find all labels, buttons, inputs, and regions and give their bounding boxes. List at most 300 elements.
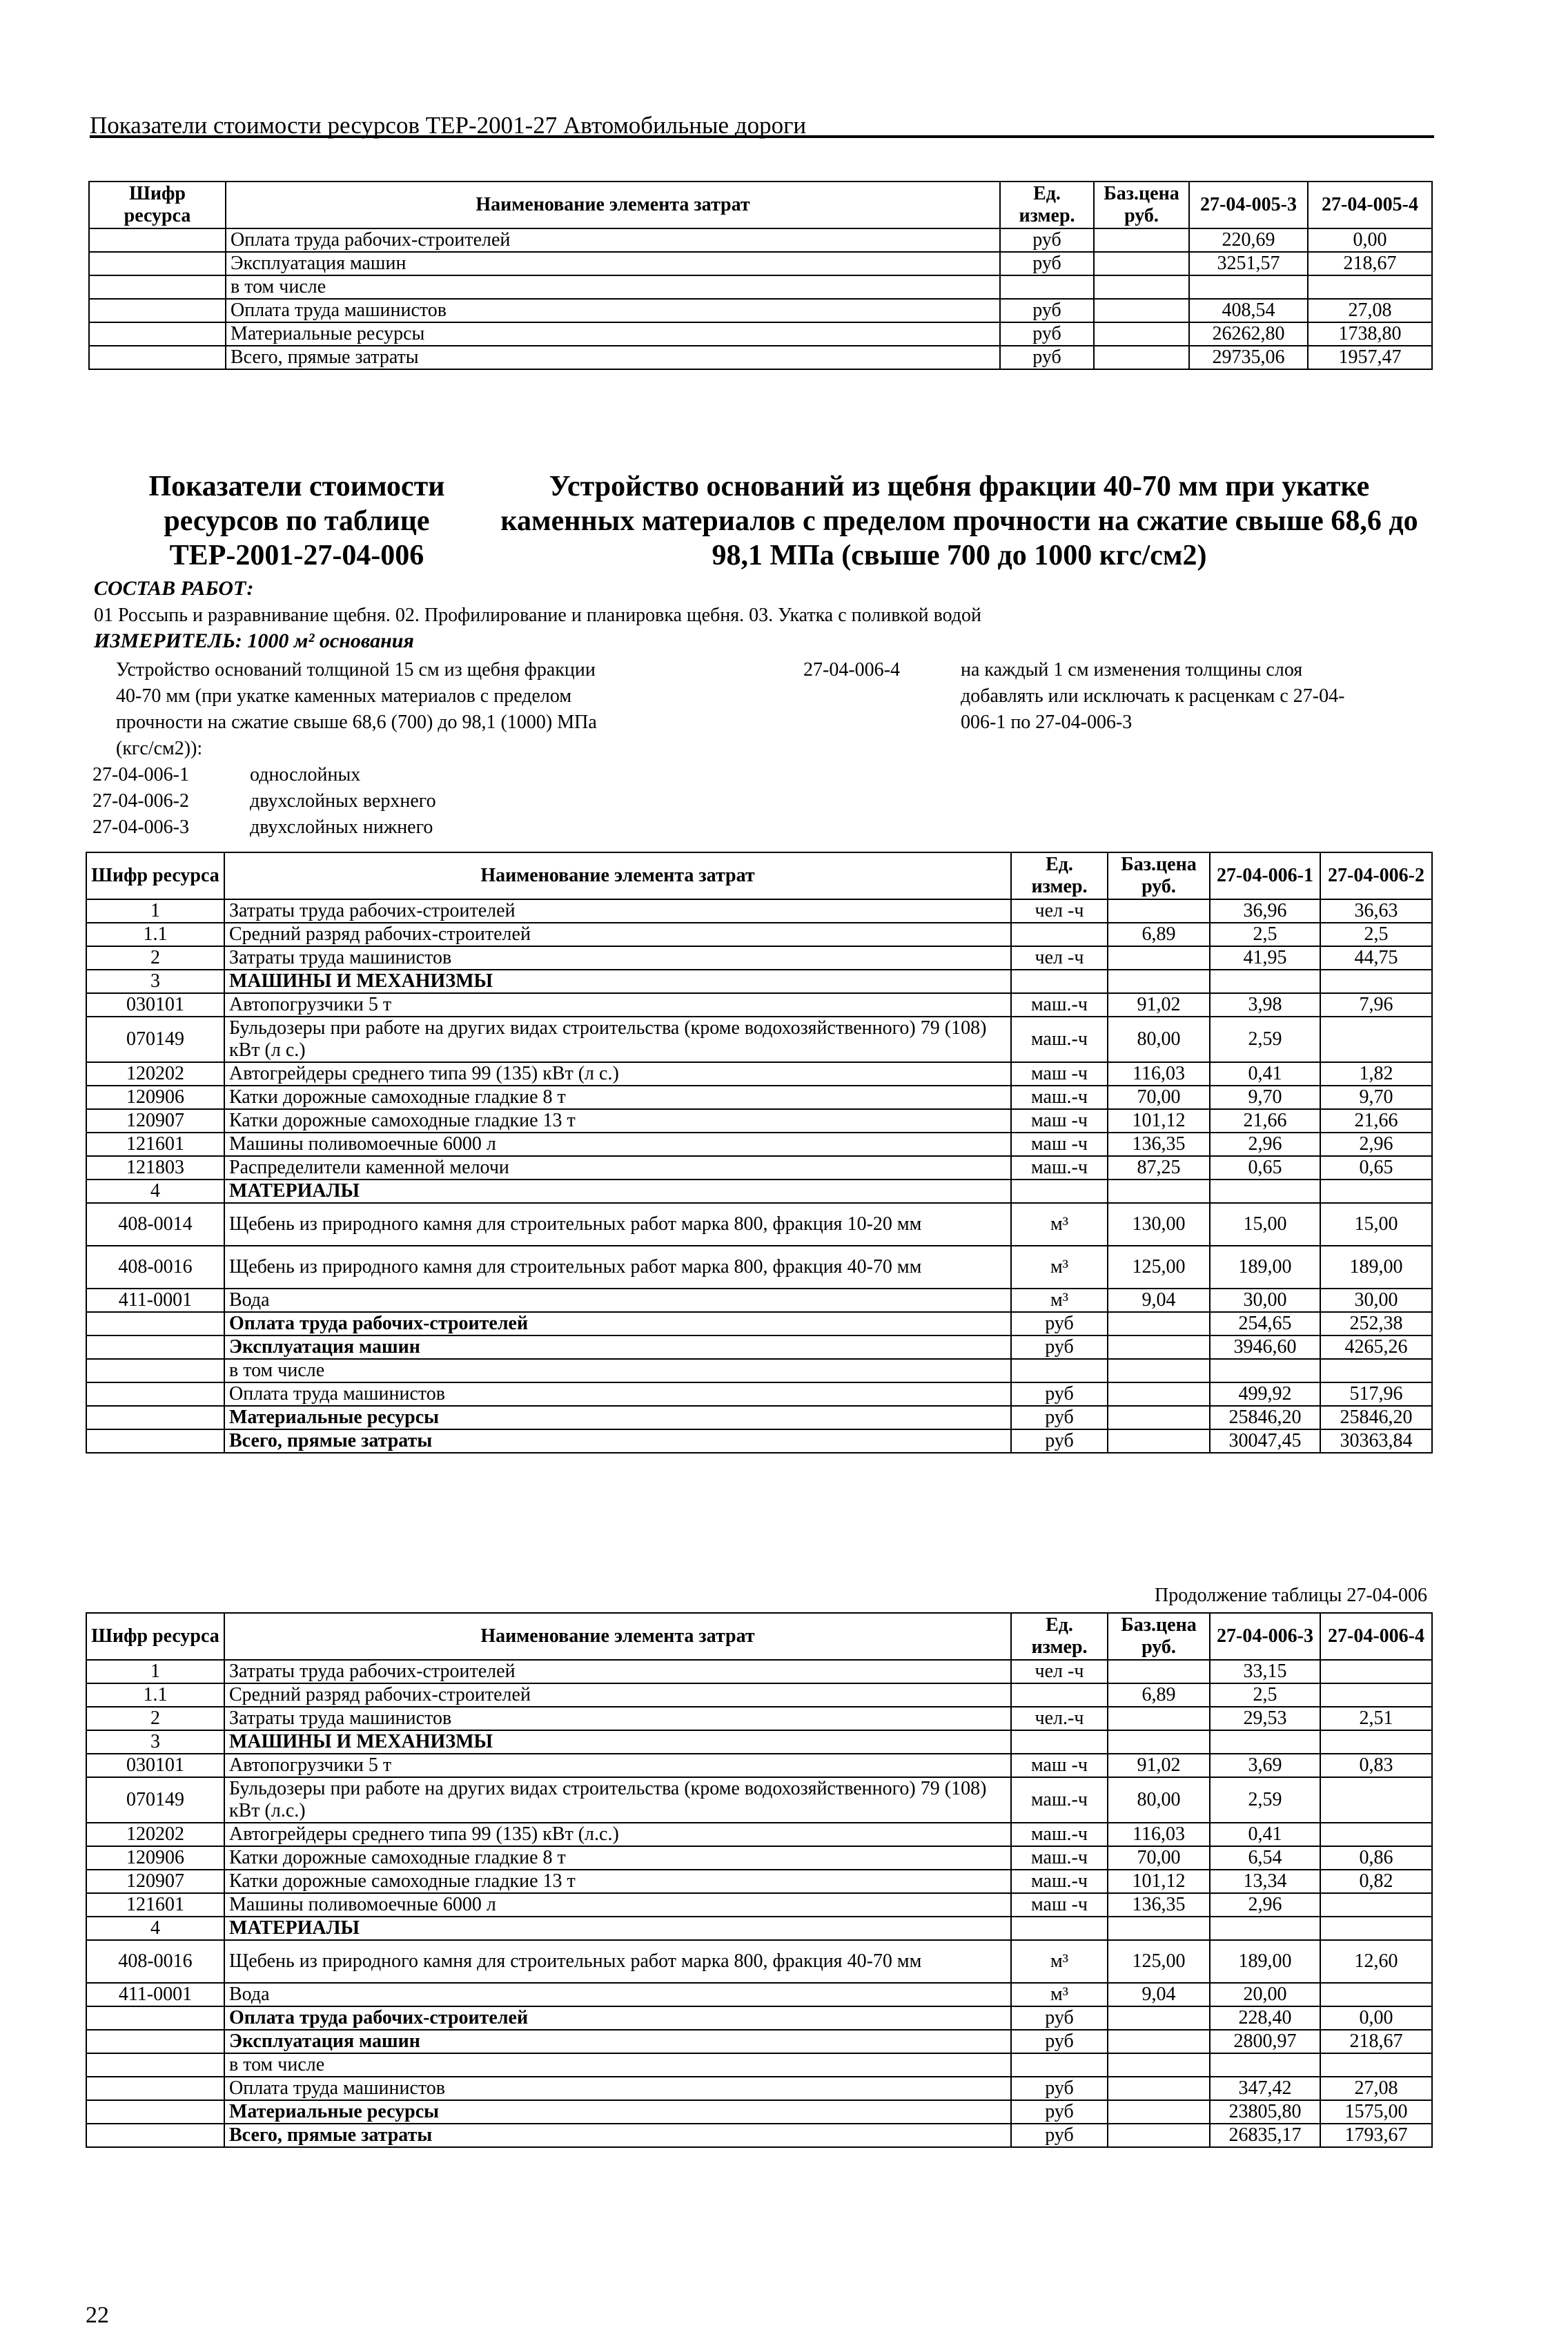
row-code [89, 322, 226, 346]
row-value-a: 15,00 [1210, 1203, 1320, 1246]
note-line: добавлять или исключать к расценкам с 27-04- [961, 685, 1345, 707]
description-line: (кгс/см2)): [116, 738, 203, 759]
header-col-a: 27-04-005-3 [1189, 182, 1308, 228]
table-row [86, 946, 1432, 970]
row-name: Всего, прямые затраты [226, 346, 1000, 369]
row-value-b: 0,83 [1320, 1754, 1432, 1777]
row-code [86, 2053, 224, 2077]
row-price: 80,00 [1108, 1017, 1210, 1062]
row-name: Материальные ресурсы [226, 322, 1000, 346]
row-unit: маш.-ч [1011, 1156, 1108, 1180]
row-price [1094, 275, 1189, 299]
section-left-title [110, 469, 483, 573]
row-value-b: 2,51 [1320, 1707, 1432, 1730]
row-unit: руб [1000, 346, 1094, 369]
row-price [1108, 946, 1210, 970]
row-value-b [1320, 1917, 1432, 1940]
row-value-b: 1575,00 [1320, 2100, 1432, 2124]
row-value-a: 2,5 [1210, 1683, 1320, 1707]
row-value-b [1320, 1660, 1432, 1683]
description-line: Устройство оснований толщиной 15 см из щебня фракции [116, 659, 596, 681]
table-row [86, 1133, 1432, 1156]
row-name: Вода [224, 1983, 1011, 2006]
row-value-a: 2,59 [1210, 1017, 1320, 1062]
row-unit: руб [1011, 2006, 1108, 2030]
row-value-b [1320, 1983, 1432, 2006]
row-unit: руб [1011, 1406, 1108, 1429]
row-name: Щебень из природного камня для строительных работ марка 800, фракция 40-70 мм [224, 1940, 1011, 1983]
row-value-b: 30,00 [1320, 1289, 1432, 1312]
row-name: Всего, прямые затраты [224, 1429, 1011, 1453]
row-unit: маш.-ч [1011, 1846, 1108, 1870]
row-price: 136,35 [1108, 1893, 1210, 1917]
row-price [1108, 1730, 1210, 1754]
header-col-b: 27-04-006-2 [1320, 852, 1432, 899]
row-name: Всего, прямые затраты [224, 2124, 1011, 2147]
row-unit: руб [1011, 1312, 1108, 1335]
row-code [86, 1359, 224, 1382]
row-code [86, 2124, 224, 2147]
row-price: 136,35 [1108, 1133, 1210, 1156]
row-value-a: 21,66 [1210, 1109, 1320, 1133]
table-row [86, 1730, 1432, 1754]
row-unit [1000, 275, 1094, 299]
row-name: Затраты труда машинистов [224, 946, 1011, 970]
row-value-a [1210, 1180, 1320, 1203]
table-row [89, 252, 1432, 275]
row-price [1108, 2053, 1210, 2077]
row-value-b: 4265,26 [1320, 1335, 1432, 1359]
work-composition-label: СОСТАВ РАБОТ: [94, 577, 254, 600]
row-code [86, 2006, 224, 2030]
continuation-label: Продолжение таблицы 27-04-006 [1154, 1585, 1427, 1606]
row-unit: руб [1000, 322, 1094, 346]
table-row [86, 2100, 1432, 2124]
row-value-a [1210, 1359, 1320, 1382]
left-title-line: ресурсов по таблице [164, 505, 430, 537]
row-code: 120907 [86, 1870, 224, 1893]
table-row [86, 899, 1432, 923]
row-code: 120202 [86, 1823, 224, 1846]
right-title-line: Устройство оснований из щебня фракции 40-70 мм при укатке [549, 471, 1370, 502]
row-value-b [1320, 2053, 1432, 2077]
row-price: 125,00 [1108, 1940, 1210, 1983]
row-value-b: 0,82 [1320, 1870, 1432, 1893]
header-price: Баз.цена руб. [1108, 852, 1210, 899]
header-price: Баз.цена руб. [1108, 1613, 1210, 1660]
row-value-a: 2,96 [1210, 1133, 1320, 1156]
row-name: Катки дорожные самоходные гладкие 13 т [224, 1870, 1011, 1893]
row-unit [1011, 1180, 1108, 1203]
row-price [1108, 1382, 1210, 1406]
table-row [86, 2077, 1432, 2100]
row-unit: маш -ч [1011, 1133, 1108, 1156]
item-code: 27-04-006-1 [92, 764, 189, 785]
section-right-title [493, 469, 1425, 573]
item-code: 27-04-006-3 [92, 816, 189, 838]
row-value-b [1320, 1180, 1432, 1203]
row-price [1094, 346, 1189, 369]
row-value-a [1189, 275, 1308, 299]
row-name: Оплата труда рабочих-строителей [224, 2006, 1011, 2030]
row-value-a: 23805,80 [1210, 2100, 1320, 2124]
row-name: Катки дорожные самоходные гладкие 8 т [224, 1846, 1011, 1870]
row-value-b: 1957,47 [1308, 346, 1432, 369]
row-code: 030101 [86, 993, 224, 1017]
row-value-a: 30,00 [1210, 1289, 1320, 1312]
row-unit: маш -ч [1011, 1893, 1108, 1917]
row-unit: маш.-ч [1011, 1086, 1108, 1109]
row-value-b: 1738,80 [1308, 322, 1432, 346]
row-code [86, 1312, 224, 1335]
cost-table-006-b [86, 1612, 1433, 2148]
header-code: Шифр ресурса [86, 852, 224, 899]
row-name: Оплата труда машинистов [226, 299, 1000, 322]
code-006-4: 27-04-006-4 [803, 659, 900, 681]
table-row [86, 1893, 1432, 1917]
row-price [1108, 2100, 1210, 2124]
item-line [92, 788, 436, 814]
row-code [89, 228, 226, 252]
row-name: в том числе [224, 2053, 1011, 2077]
row-name: Бульдозеры при работе на других видах строительства (кроме водохозяйственного) 79 (108) кВт (л с.) [224, 1017, 1011, 1062]
header-col-a: 27-04-006-1 [1210, 852, 1320, 899]
row-value-b: 27,08 [1320, 2077, 1432, 2100]
row-price [1094, 252, 1189, 275]
right-title-line: каменных материалов с пределом прочности на сжатие свыше 68,6 до [500, 505, 1418, 537]
row-code: 1.1 [86, 923, 224, 946]
row-value-b: 2,5 [1320, 923, 1432, 946]
row-value-b: 9,70 [1320, 1086, 1432, 1109]
header-name: Наименование элемента затрат [224, 852, 1011, 899]
row-unit: маш -ч [1011, 1109, 1108, 1133]
item-code: 27-04-006-2 [92, 790, 189, 812]
row-price: 6,89 [1108, 1683, 1210, 1707]
row-value-b [1320, 1359, 1432, 1382]
row-price: 101,12 [1108, 1870, 1210, 1893]
table-row [86, 993, 1432, 1017]
table-row [86, 2006, 1432, 2030]
header-name: Наименование элемента затрат [224, 1613, 1011, 1660]
row-code [86, 1382, 224, 1406]
row-value-b: 0,65 [1320, 1156, 1432, 1180]
left-title-line: ТЕР-2001-27-04-006 [169, 540, 424, 571]
row-value-b [1308, 275, 1432, 299]
row-value-b: 30363,84 [1320, 1429, 1432, 1453]
table-row [86, 1429, 1432, 1453]
row-name: МАТЕРИАЛЫ [224, 1180, 1011, 1203]
row-name: Материальные ресурсы [224, 1406, 1011, 1429]
row-value-b: 12,60 [1320, 1940, 1432, 1983]
table-row [86, 1870, 1432, 1893]
description-line: 40-70 мм (при укатке каменных материалов с пределом [116, 685, 572, 707]
row-unit: руб [1000, 228, 1094, 252]
row-price: 70,00 [1108, 1846, 1210, 1870]
row-price: 87,25 [1108, 1156, 1210, 1180]
row-name: Машины поливомоечные 6000 л [224, 1133, 1011, 1156]
header-unit: Ед. измер. [1000, 182, 1094, 228]
row-price [1094, 322, 1189, 346]
row-name: Бульдозеры при работе на других видах строительства (кроме водохозяйственного) 79 (108) кВт (л.с.) [224, 1777, 1011, 1823]
row-value-b: 36,63 [1320, 899, 1432, 923]
row-unit: маш.-ч [1011, 1777, 1108, 1823]
table-row [86, 1660, 1432, 1683]
row-price [1108, 1335, 1210, 1359]
row-value-b: 517,96 [1320, 1382, 1432, 1406]
row-value-a: 254,65 [1210, 1312, 1320, 1335]
row-value-b: 7,96 [1320, 993, 1432, 1017]
row-unit: м³ [1011, 1246, 1108, 1289]
row-value-a: 26262,80 [1189, 322, 1308, 346]
row-code: 121803 [86, 1156, 224, 1180]
row-code [86, 2030, 224, 2053]
row-value-a: 26835,17 [1210, 2124, 1320, 2147]
row-name: Катки дорожные самоходные гладкие 8 т [224, 1086, 1011, 1109]
row-code: 120907 [86, 1109, 224, 1133]
row-price: 9,04 [1108, 1289, 1210, 1312]
row-value-a: 2,59 [1210, 1777, 1320, 1823]
table-row [86, 1156, 1432, 1180]
row-unit: маш.-ч [1011, 1870, 1108, 1893]
row-price [1108, 2077, 1210, 2100]
table-row [86, 1109, 1432, 1133]
row-value-b: 25846,20 [1320, 1406, 1432, 1429]
row-price [1094, 299, 1189, 322]
row-value-a: 408,54 [1189, 299, 1308, 322]
row-unit [1011, 1730, 1108, 1754]
row-code: 120202 [86, 1062, 224, 1086]
work-composition-text: 01 Россыпь и разравнивание щебня. 02. Профилирование и планировка щебня. 03. Укатка с поливкой водой [94, 605, 982, 626]
row-unit: руб [1011, 1335, 1108, 1359]
cost-table-005 [88, 181, 1433, 370]
table-row [86, 1180, 1432, 1203]
row-name: Затраты труда машинистов [224, 1707, 1011, 1730]
row-code: 120906 [86, 1086, 224, 1109]
row-code: 121601 [86, 1893, 224, 1917]
measure-label: ИЗМЕРИТЕЛЬ: 1000 м² основания [94, 629, 414, 652]
row-code: 1 [86, 899, 224, 923]
header-name: Наименование элемента затрат [226, 182, 1000, 228]
header-price: Баз.цена руб. [1094, 182, 1189, 228]
note-line: 006-1 по 27-04-006-3 [961, 712, 1133, 733]
table-row [86, 1017, 1432, 1062]
table-row [86, 1062, 1432, 1086]
row-value-b [1320, 1893, 1432, 1917]
table-row [86, 1086, 1432, 1109]
row-value-a: 13,34 [1210, 1870, 1320, 1893]
row-value-b: 0,00 [1308, 228, 1432, 252]
row-value-b: 2,96 [1320, 1133, 1432, 1156]
table-row [89, 275, 1432, 299]
row-unit: м³ [1011, 1983, 1108, 2006]
row-name: Автогрейдеры среднего типа 99 (135) кВт (л с.) [224, 1062, 1011, 1086]
row-price [1108, 1180, 1210, 1203]
cost-table-006-a [86, 852, 1433, 1454]
row-value-a: 41,95 [1210, 946, 1320, 970]
row-value-a: 6,54 [1210, 1846, 1320, 1870]
item-line [92, 814, 436, 841]
row-value-b: 1,82 [1320, 1062, 1432, 1086]
row-value-b [1320, 970, 1432, 993]
row-price: 91,02 [1108, 1754, 1210, 1777]
row-name: Эксплуатация машин [226, 252, 1000, 275]
row-price: 70,00 [1108, 1086, 1210, 1109]
row-name: Распределители каменной мелочи [224, 1156, 1011, 1180]
row-price [1108, 1707, 1210, 1730]
table-row [86, 1983, 1432, 2006]
row-name: МАТЕРИАЛЫ [224, 1917, 1011, 1940]
row-unit: чел -ч [1011, 1660, 1108, 1683]
row-unit [1011, 1359, 1108, 1382]
row-price [1108, 1429, 1210, 1453]
row-value-b: 21,66 [1320, 1109, 1432, 1133]
row-unit: руб [1011, 2077, 1108, 2100]
row-value-a: 2800,97 [1210, 2030, 1320, 2053]
row-value-b: 15,00 [1320, 1203, 1432, 1246]
row-value-b: 0,86 [1320, 1846, 1432, 1870]
row-value-b: 0,00 [1320, 2006, 1432, 2030]
row-code [86, 1429, 224, 1453]
running-header: Показатели стоимости ресурсов ТЕР-2001-27 Автомобильные дороги [90, 112, 807, 139]
item-line [92, 762, 436, 788]
row-code: 4 [86, 1180, 224, 1203]
table-row [86, 2030, 1432, 2053]
row-price: 130,00 [1108, 1203, 1210, 1246]
table-row [86, 2124, 1432, 2147]
row-unit: маш.-ч [1011, 1017, 1108, 1062]
row-price [1108, 1406, 1210, 1429]
row-unit: руб [1011, 2030, 1108, 2053]
row-value-b: 27,08 [1308, 299, 1432, 322]
table-row [89, 228, 1432, 252]
row-value-a: 0,41 [1210, 1823, 1320, 1846]
table-row [86, 1823, 1432, 1846]
row-value-a: 0,41 [1210, 1062, 1320, 1086]
row-value-a [1210, 970, 1320, 993]
row-name: Материальные ресурсы [224, 2100, 1011, 2124]
row-code [89, 346, 226, 369]
row-name: Эксплуатация машин [224, 1335, 1011, 1359]
table-row [89, 322, 1432, 346]
row-value-a: 3946,60 [1210, 1335, 1320, 1359]
row-name: Катки дорожные самоходные гладкие 13 т [224, 1109, 1011, 1133]
row-code: 408-0014 [86, 1203, 224, 1246]
note-line: на каждый 1 см изменения толщины слоя [961, 659, 1303, 681]
row-code: 120906 [86, 1846, 224, 1870]
item-text: двухслойных нижнего [250, 816, 433, 838]
table-row [86, 1940, 1432, 1983]
row-unit: м³ [1011, 1203, 1108, 1246]
table-row [86, 1289, 1432, 1312]
row-name: Оплата труда рабочих-строителей [224, 1312, 1011, 1335]
header-col-a: 27-04-006-3 [1210, 1613, 1320, 1660]
row-name: Оплата труда машинистов [224, 1382, 1011, 1406]
row-name: Машины поливомоечные 6000 л [224, 1893, 1011, 1917]
row-value-a: 29,53 [1210, 1707, 1320, 1730]
row-unit: маш.-ч [1011, 993, 1108, 1017]
row-unit [1011, 970, 1108, 993]
row-price [1108, 899, 1210, 923]
row-code [89, 275, 226, 299]
row-code [86, 1335, 224, 1359]
row-code [86, 2077, 224, 2100]
row-code: 070149 [86, 1777, 224, 1823]
row-value-a: 347,42 [1210, 2077, 1320, 2100]
row-unit: маш.-ч [1011, 1823, 1108, 1846]
row-value-b [1320, 1730, 1432, 1754]
row-unit: руб [1011, 1429, 1108, 1453]
row-price [1108, 1312, 1210, 1335]
table-row [86, 1359, 1432, 1382]
table-row [86, 1754, 1432, 1777]
row-code: 070149 [86, 1017, 224, 1062]
row-code [86, 2100, 224, 2124]
table-row [86, 1312, 1432, 1335]
row-unit: руб [1011, 1382, 1108, 1406]
row-value-a: 499,92 [1210, 1382, 1320, 1406]
row-code: 408-0016 [86, 1246, 224, 1289]
row-name: в том числе [224, 1359, 1011, 1382]
row-value-a: 220,69 [1189, 228, 1308, 252]
row-name: Щебень из природного камня для строительных работ марка 800, фракция 40-70 мм [224, 1246, 1011, 1289]
row-price [1108, 1917, 1210, 1940]
row-name: Эксплуатация машин [224, 2030, 1011, 2053]
row-unit [1011, 1917, 1108, 1940]
row-price [1108, 2124, 1210, 2147]
row-code: 2 [86, 1707, 224, 1730]
row-name: Средний разряд рабочих-строителей [224, 923, 1011, 946]
row-name: Автопогрузчики 5 т [224, 1754, 1011, 1777]
row-unit: руб [1000, 252, 1094, 275]
row-value-a: 189,00 [1210, 1246, 1320, 1289]
row-code: 411-0001 [86, 1289, 224, 1312]
row-value-a: 29735,06 [1189, 346, 1308, 369]
page-number: 22 [86, 2302, 109, 2328]
row-value-a: 25846,20 [1210, 1406, 1320, 1429]
table-row [86, 1203, 1432, 1246]
table-row [89, 299, 1432, 322]
row-code: 4 [86, 1917, 224, 1940]
row-price [1108, 970, 1210, 993]
table-row [86, 1707, 1432, 1730]
row-code: 3 [86, 1730, 224, 1754]
row-value-a: 9,70 [1210, 1086, 1320, 1109]
description-block [116, 657, 806, 762]
row-name: Оплата труда рабочих-строителей [226, 228, 1000, 252]
row-code [86, 1406, 224, 1429]
row-price: 116,03 [1108, 1823, 1210, 1846]
row-value-a: 3,69 [1210, 1754, 1320, 1777]
row-value-b: 189,00 [1320, 1246, 1432, 1289]
row-value-a: 2,5 [1210, 923, 1320, 946]
row-name: Средний разряд рабочих-строителей [224, 1683, 1011, 1707]
row-value-a: 3,98 [1210, 993, 1320, 1017]
row-unit [1011, 2053, 1108, 2077]
row-price: 125,00 [1108, 1246, 1210, 1289]
row-unit: чел.-ч [1011, 1707, 1108, 1730]
table-row [89, 346, 1432, 369]
row-name: Затраты труда рабочих-строителей [224, 1660, 1011, 1683]
header-rule [90, 135, 1434, 138]
row-value-b: 218,67 [1320, 2030, 1432, 2053]
row-price [1108, 1660, 1210, 1683]
row-value-a: 33,15 [1210, 1660, 1320, 1683]
row-code [89, 252, 226, 275]
row-unit: руб [1011, 2124, 1108, 2147]
left-title-line: Показатели стоимости [148, 471, 445, 502]
row-unit: руб [1000, 299, 1094, 322]
row-code: 3 [86, 970, 224, 993]
